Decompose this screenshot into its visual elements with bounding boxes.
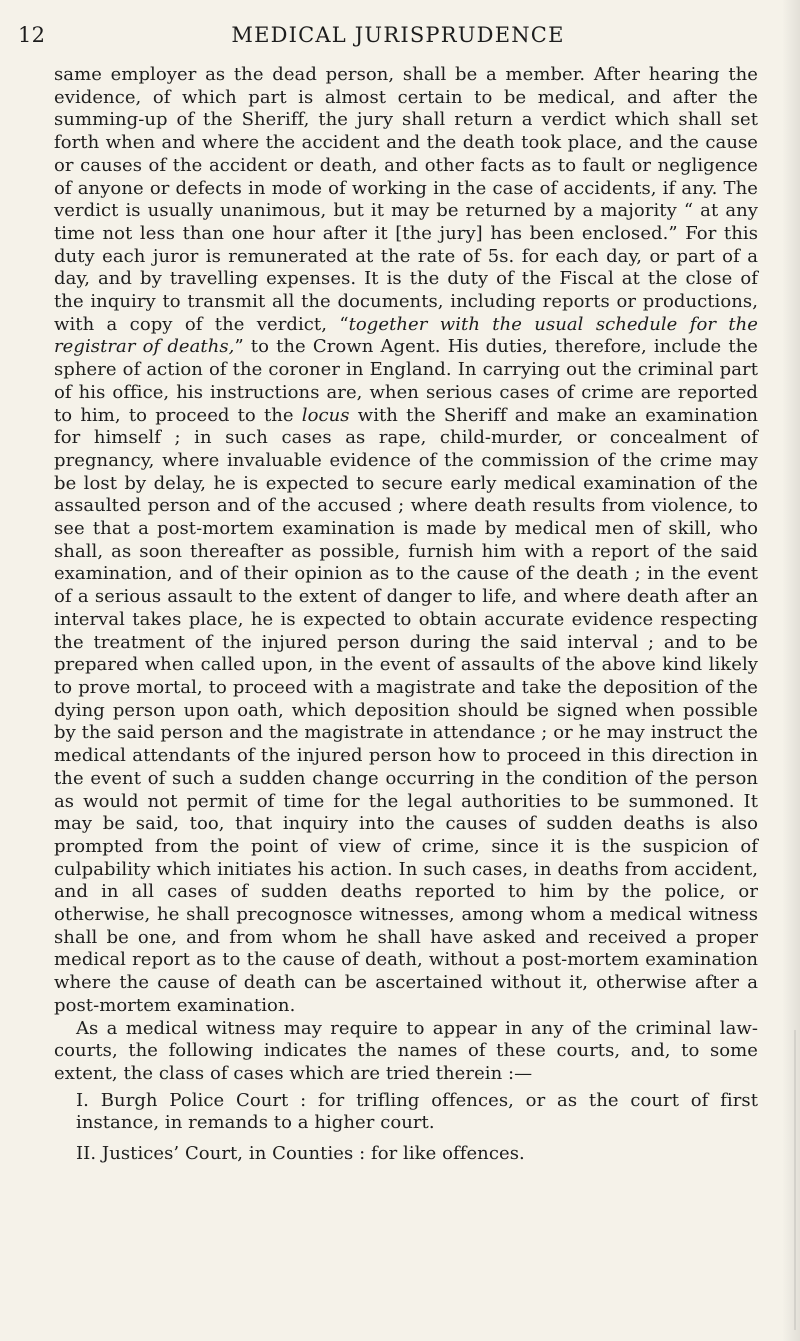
paragraph-1-text-b: ” to the Crown Agent. His duties, therefore, include the sphere of action of the coroner in England. In carrying out the criminal part of his office, his instructions are, when serious cases of crime are reported to him, to proceed to the [54, 336, 758, 426]
main-text [54, 64, 758, 1166]
running-head: MEDICAL JURISPRUDENCE [231, 23, 565, 47]
paragraph-2: As a medical witness may require to appear in any of the criminal law-courts, the following indicates the names of these courts, and, to some extent, the class of cases which are tried therein :— [54, 1017, 758, 1084]
italic-word-locus: locus [301, 404, 350, 426]
list-item-marker: II. [76, 1143, 97, 1165]
paragraph-1-text-a: same employer as the dead person, shall be a member. After hearing the evidence, of which part is almost certain to be medical, and after the summing-up of the Sheriff, the jury shall return a verdict which shall set forth when and where the accident and the death took place, and the cause or causes of the accident or death, and other facts as to fault or negligence of anyone or defects in mode of working in the case of accidents, if any. The verdict is usually unanimous, but it may be returned by a majority “ at any time not less than one hour after it [the jury] has been enclosed.” For this duty each juror is remunerated at the rate of 5s. for each day, or part of a day, and by travelling expenses. It is the duty of the Fiscal at the close of the inquiry to transmit all the documents, including reports or productions, with a copy of the verdict, “ [54, 64, 758, 335]
list-item-text: Justices’ Court, in Counties : for like offences. [101, 1143, 525, 1165]
italic-phrase-registrar: together with the usual schedule for the registrar of deaths, [54, 313, 758, 358]
courts-list [54, 1090, 758, 1166]
paragraph-1 [54, 64, 758, 1018]
page-number: 12 [18, 23, 46, 47]
page-edge-shadow [782, 0, 800, 1341]
list-item-text: Burgh Police Court : for trifling offences, or as the court of first instance, in remands to a higher court. [76, 1089, 758, 1134]
paragraph-1-text-c: with the Sheriff and make an examination for himself ; in such cases as rape, child-murder, or concealment of pregnancy, where invaluable evidence of the commission of the crime may be lost by delay, he is expected to secure early medical examination of the assaulted person and of the accused ; where death results from violence, to see that a post-mortem examination is made by medical men of skill, who shall, as soon thereafter as possible, furnish him with a report of the said examination, and of their opinion as to the cause of the death ; in the event of a serious assault to the extent of danger to life, and where death after an interval takes place, he is expected to obtain accurate evidence respecting the treatment of the injured person during the said interval ; and to be prepared when called upon, in the event of assaults of the above kind likely to prove mortal, to proceed with a magistrate and take the deposition of the dying person upon oath, which deposition should be signed when possible by the said person and the magistrate in attendance ; or he may instruct the medical attendants of the injured person how to proceed in this direction in the event of such a sudden change occurring in the condition of the person as would not permit of time for the legal authorities to be summoned. It may be said, too, that inquiry into the causes of sudden deaths is also prompted from the point of view of crime, since it is the suspicion of culpability which initiates his action. In such cases, in deaths from accident, and in all cases of sudden deaths reported to him by the police, or otherwise, he shall precognosce witnesses, among whom a medical witness shall be one, and from whom he shall have asked and received a proper medical report as to the cause of death, without a post-mortem examination where the cause of death can be ascertained without it, otherwise after a post-mortem examination. [54, 404, 758, 1016]
list-item [54, 1090, 758, 1135]
list-item-marker: I. [76, 1089, 89, 1111]
list-item [54, 1143, 758, 1166]
